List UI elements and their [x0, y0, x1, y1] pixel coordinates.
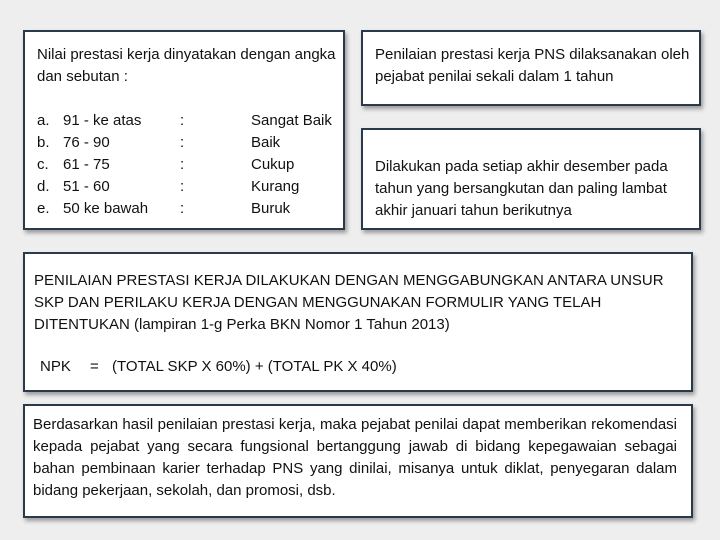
ratings-box — [23, 30, 345, 230]
assessment-period-text: Penilaian prestasi kerja PNS dilaksanakan oleh pejabat penilai sekali dalam 1 tahun — [375, 46, 690, 85]
npk-formula: (TOTAL SKP X 60%) + (TOTAL PK X 40%) — [112, 358, 397, 375]
rating-letter: d. — [37, 178, 50, 195]
assessment-timing-box — [361, 128, 701, 230]
rating-colon: : — [180, 112, 185, 129]
rating-range: 76 - 90 — [63, 134, 110, 151]
recommendation-box — [23, 404, 693, 518]
rating-letter: e. — [37, 200, 50, 217]
rating-range: 91 - ke atas — [63, 112, 142, 129]
rating-letter: c. — [37, 156, 49, 173]
rating-label: Kurang — [251, 178, 300, 195]
rating-letter: a. — [37, 112, 50, 129]
assessment-timing-text: Dilakukan pada setiap akhir desember pada tahun yang bersangkutan dan paling lambat akhir januari tahun berikutnya — [375, 158, 668, 219]
assessment-period-box — [361, 30, 701, 106]
rating-range: 51 - 60 — [63, 178, 110, 195]
npk-label: NPK — [40, 358, 71, 375]
rating-colon: : — [180, 200, 185, 217]
rating-label: Buruk — [251, 200, 291, 217]
recommendation-text: Berdasarkan hasil penilaian prestasi kerja, maka pejabat penilai dapat memberikan rekomendasi kepada pejabat yang secara fungsional bertanggung jawab di bidang kepegawaian sebagai bahan pembinaan karier terhadap PNS yang dinilai, misanya untuk diklat, penyegaran dalam bidang pekerjaan, sekolah, dan promosi, dsb. — [33, 416, 677, 499]
rating-range: 50 ke bawah — [63, 200, 149, 217]
rating-colon: : — [180, 178, 185, 195]
formula-description: PENILAIAN PRESTASI KERJA DILAKUKAN DENGAN MENGGABUNGKAN ANTARA UNSUR SKP DAN PERILAKU KERJA DENGAN MENGGUNAKAN FORMULIR YANG TELAH DITENTUKAN (lampiran 1-g Perka BKN Nomor 1 Tahun 2013) — [34, 272, 664, 333]
formula-box — [23, 252, 693, 392]
rating-label: Cukup — [251, 156, 295, 173]
npk-equals: = — [90, 358, 99, 375]
rating-colon: : — [180, 156, 185, 173]
rating-label: Sangat Baik — [251, 112, 332, 129]
ratings-intro: Nilai prestasi kerja dinyatakan dengan angka dan sebutan : — [37, 46, 336, 85]
rating-colon: : — [180, 134, 185, 151]
rating-letter: b. — [37, 134, 50, 151]
rating-range: 61 - 75 — [63, 156, 110, 173]
rating-label: Baik — [251, 134, 281, 151]
